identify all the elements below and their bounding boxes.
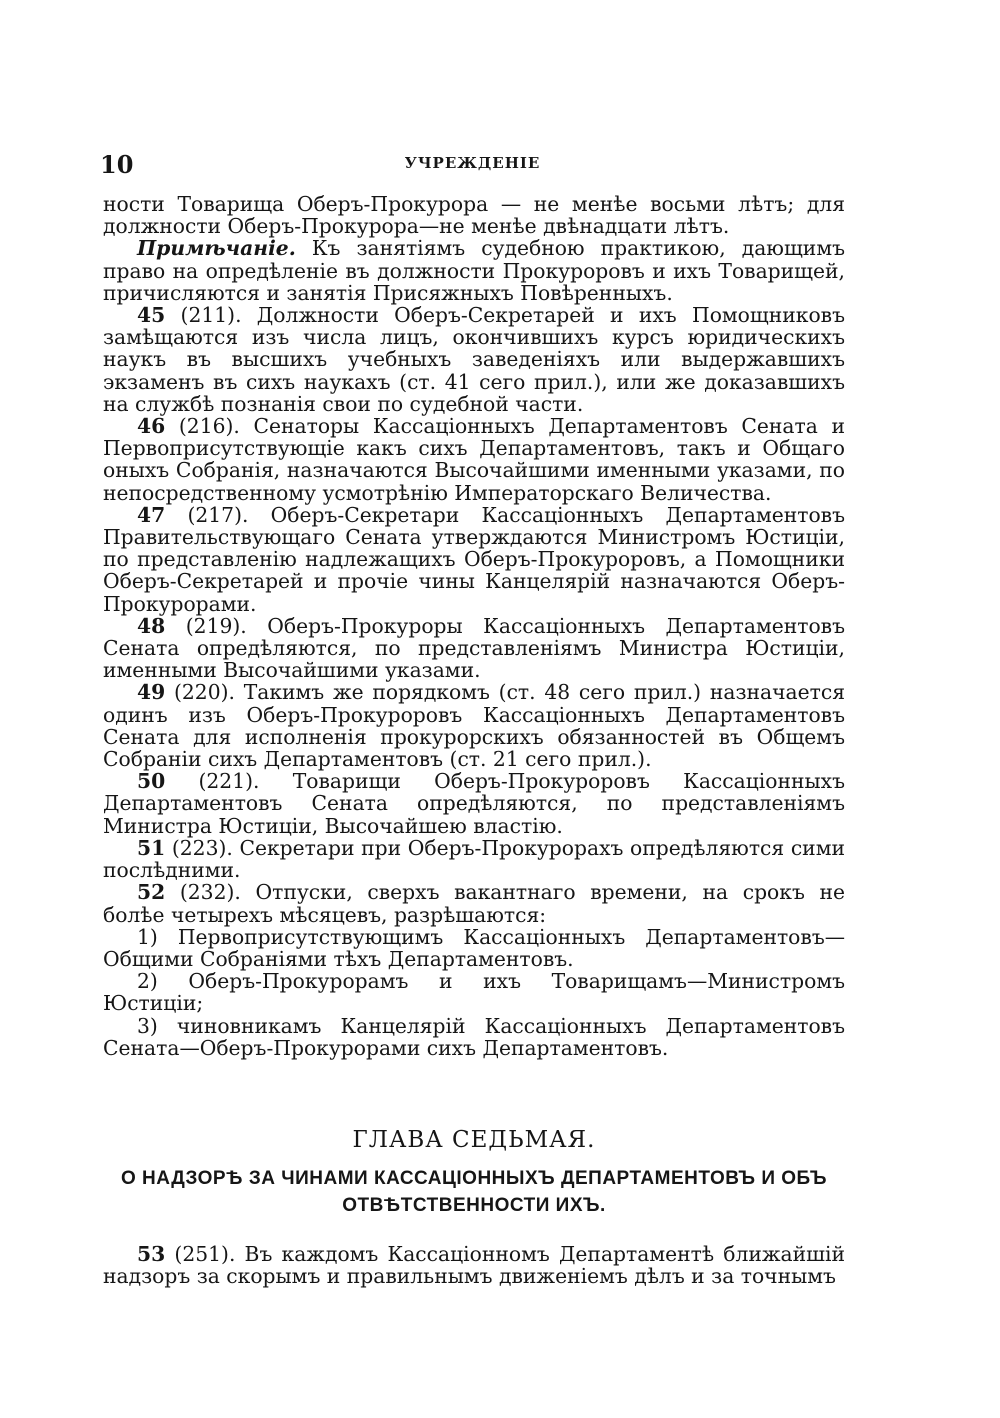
article-47: 47 (217). Оберъ-Секретари Кассаціонныхъ Департаментовъ Правительствующаго Сената утверждаются Министромъ Юстиціи, по представленію надлежащихъ Оберъ-Прокуроровъ, а Помощники Оберъ-Секретарей и прочіе чины Канцелярій назначаются Оберъ-Прокурорами.	[103, 502, 845, 616]
list-item: 1) Первоприсутствующимъ Кассаціонныхъ Департаментовъ—Общими Собраніями тѣхъ Департаментовъ.	[103, 924, 845, 971]
article-53: 53 (251). Въ каждомъ Кассаціонномъ Департаментѣ ближайшій надзоръ за скорымъ и правильнымъ движеніемъ дѣлъ и за точнымъ	[103, 1242, 845, 1289]
running-title: УЧРЕЖДЕНІЕ	[404, 154, 541, 172]
article-49: 49 (220). Такимъ же порядкомъ (ст. 48 сего прил.) назначается одинъ изъ Оберъ-Прокуроровъ Кассаціонныхъ Департаментовъ Сената для исполненія прокурорскихъ обязанностей въ Общемъ Собраніи сихъ Департаментовъ (ст. 21 сего прил.).	[103, 680, 845, 772]
list-item: 2) Оберъ-Прокурорамъ и ихъ Товарищамъ—Министромъ Юстиціи;	[103, 969, 845, 1016]
article-number: 48	[137, 613, 166, 638]
article-52: 52 (232). Отпуски, сверхъ вакантнаго времени, на срокъ не болѣе четырехъ мѣсяцевъ, разрѣшаются:	[103, 880, 845, 927]
article-number: 51	[137, 835, 166, 860]
article-number: 50	[137, 769, 166, 794]
article-number: 45	[137, 303, 166, 328]
body-text	[103, 193, 845, 1059]
article-48: 48 (219). Оберъ-Прокуроры Кассаціонныхъ Департаментовъ Сената опредѣляются, по представленіямъ Министра Юстиціи, именными Высочайшими указами.	[103, 613, 845, 683]
article-number: 49	[137, 680, 166, 705]
article-45: 45 (211). Должности Оберъ-Секретарей и ихъ Помощниковъ замѣщаются изъ числа лицъ, окончившихъ курсъ юридическихъ наукъ въ высшихъ учебныхъ заведеніяхъ или выдержавшихъ экзаменъ въ сихъ наукахъ (ст. 41 сего прил.), или же доказавшихъ на службѣ познанія свои по судебной части.	[103, 303, 845, 416]
body-text-final	[103, 1243, 845, 1287]
page-header	[100, 150, 845, 180]
paragraph-continuation: ности Товарища Оберъ-Прокурора — не менѣе восьми лѣтъ; для должности Оберъ-Прокурора—не менѣе двѣнадцати лѣтъ.	[103, 192, 845, 239]
article-number: 53	[137, 1242, 166, 1266]
page-number: 10	[100, 150, 134, 179]
article-number: 47	[137, 502, 166, 527]
article-50: 50 (221). Товарищи Оберъ-Прокуроровъ Кассаціонныхъ Департаментовъ Сената опредѣляются, по представленіямъ Министра Юстиціи, Высочайшею властію.	[103, 769, 845, 838]
note-label: Примѣчаніе.	[137, 236, 296, 261]
article-51: 51 (223). Секретари при Оберъ-Прокурорахъ опредѣляются сими послѣдними.	[103, 835, 845, 883]
article-number: 52	[137, 880, 166, 905]
list-item: 3) чиновникамъ Канцелярій Кассаціонныхъ Департаментовъ Сената—Оберъ-Прокурорами сихъ Департаментовъ.	[103, 1013, 845, 1060]
chapter-subtitle: О НАДЗОРѢ ЗА ЧИНАМИ КАССАЦІОННЫХЪ ДЕПАРТАМЕНТОВЪ И ОБЪ ОТВѢТСТВЕННОСТИ ИХЪ.	[121, 1168, 827, 1216]
article-number: 46	[137, 414, 166, 439]
article-46: 46 (216). Сенаторы Кассаціонныхъ Департаментовъ Сената и Первоприсутствующіе какъ сихъ Департаментовъ, такъ и Общаго оныхъ Собранія, назначаются Высочайшими именными указами, по непосредственному усмотрѣнію Императорскаго Величества.	[103, 414, 845, 505]
chapter-title: ГЛАВА СЕДЬМАЯ.	[352, 1127, 596, 1153]
paragraph-note: Примѣчаніе. Къ занятіямъ судебною практикою, дающимъ право на опредѣленіе въ должности Прокуроровъ и ихъ Товарищей, причисляются и занятія Присяжныхъ Повѣренныхъ.	[103, 236, 845, 305]
